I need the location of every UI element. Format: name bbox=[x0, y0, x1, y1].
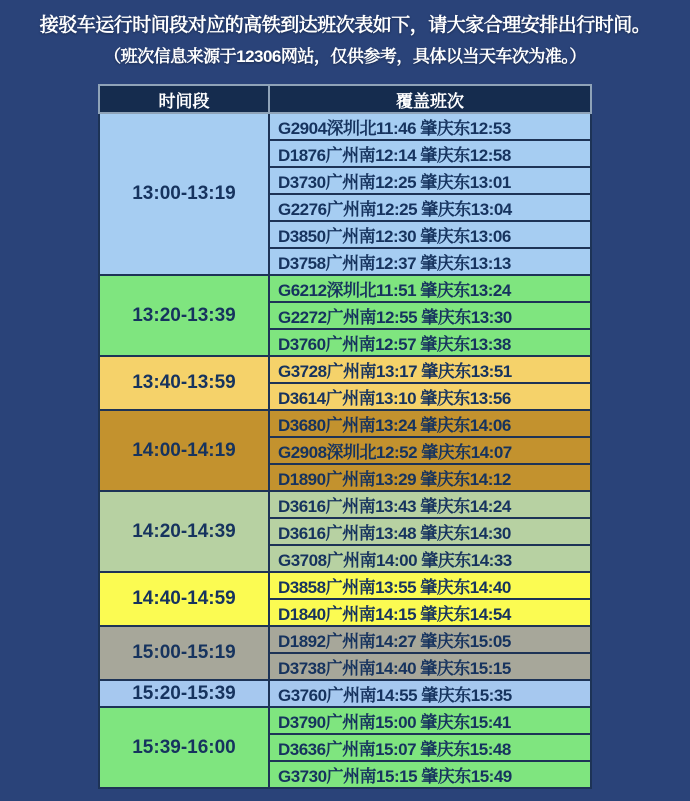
table-header-row bbox=[99, 85, 591, 113]
train-cell: D3858广州南13:55 肇庆东14:40 bbox=[269, 572, 591, 599]
time-period-cell: 15:00-15:19 bbox=[99, 626, 269, 680]
time-period-cell: 14:20-14:39 bbox=[99, 491, 269, 572]
table-row bbox=[99, 572, 591, 599]
train-cell: G3708广州南14:00 肇庆东14:33 bbox=[269, 545, 591, 572]
train-cell: D1892广州南14:27 肇庆东15:05 bbox=[269, 626, 591, 653]
table-row bbox=[99, 113, 591, 140]
time-period-cell: 13:00-13:19 bbox=[99, 113, 269, 275]
train-cell: D1876广州南12:14 肇庆东12:58 bbox=[269, 140, 591, 167]
train-cell: D3760广州南12:57 肇庆东13:38 bbox=[269, 329, 591, 356]
table-row bbox=[99, 410, 591, 437]
train-cell: G3730广州南15:15 肇庆东15:49 bbox=[269, 761, 591, 788]
train-cell: G6212深圳北11:51 肇庆东13:24 bbox=[269, 275, 591, 302]
train-cell: D3758广州南12:37 肇庆东13:13 bbox=[269, 248, 591, 275]
train-cell: D3730广州南12:25 肇庆东13:01 bbox=[269, 167, 591, 194]
notice-title-line1: 接驳车运行时间段对应的高铁到达班次表如下，请大家合理安排出行时间。 bbox=[39, 15, 651, 36]
train-cell: D1840广州南14:15 肇庆东14:54 bbox=[269, 599, 591, 626]
train-schedule-table bbox=[98, 84, 592, 789]
train-cell: G2276广州南12:25 肇庆东13:04 bbox=[269, 194, 591, 221]
train-cell: D3636广州南15:07 肇庆东15:48 bbox=[269, 734, 591, 761]
notice-title bbox=[0, 10, 690, 67]
train-cell: D3850广州南12:30 肇庆东13:06 bbox=[269, 221, 591, 248]
table-row bbox=[99, 680, 591, 707]
time-period-cell: 15:39-16:00 bbox=[99, 707, 269, 788]
column-header-covered-trains: 覆盖班次 bbox=[269, 85, 591, 113]
train-cell: D3738广州南14:40 肇庆东15:15 bbox=[269, 653, 591, 680]
train-cell: G2272广州南12:55 肇庆东13:30 bbox=[269, 302, 591, 329]
train-schedule-table-wrap bbox=[98, 84, 592, 789]
table-row bbox=[99, 626, 591, 653]
train-cell: D3616广州南13:43 肇庆东14:24 bbox=[269, 491, 591, 518]
time-period-cell: 14:40-14:59 bbox=[99, 572, 269, 626]
train-cell: D3680广州南13:24 肇庆东14:06 bbox=[269, 410, 591, 437]
notice-title-line2: （班次信息来源于12306网站，仅供参考，具体以当天车次为准。） bbox=[104, 47, 586, 66]
train-cell: G3760广州南14:55 肇庆东15:35 bbox=[269, 680, 591, 707]
table-row bbox=[99, 707, 591, 734]
train-cell: G2904深圳北11:46 肇庆东12:53 bbox=[269, 113, 591, 140]
column-header-time-period: 时间段 bbox=[99, 85, 269, 113]
table-row bbox=[99, 356, 591, 383]
time-period-cell: 13:20-13:39 bbox=[99, 275, 269, 356]
table-body bbox=[99, 113, 591, 788]
train-cell: D3614广州南13:10 肇庆东13:56 bbox=[269, 383, 591, 410]
train-cell: D3616广州南13:48 肇庆东14:30 bbox=[269, 518, 591, 545]
train-cell: G3728广州南13:17 肇庆东13:51 bbox=[269, 356, 591, 383]
train-cell: D3790广州南15:00 肇庆东15:41 bbox=[269, 707, 591, 734]
time-period-cell: 13:40-13:59 bbox=[99, 356, 269, 410]
table-row bbox=[99, 491, 591, 518]
time-period-cell: 14:00-14:19 bbox=[99, 410, 269, 491]
train-cell: G2908深圳北12:52 肇庆东14:07 bbox=[269, 437, 591, 464]
time-period-cell: 15:20-15:39 bbox=[99, 680, 269, 707]
train-cell: D1890广州南13:29 肇庆东14:12 bbox=[269, 464, 591, 491]
table-row bbox=[99, 275, 591, 302]
